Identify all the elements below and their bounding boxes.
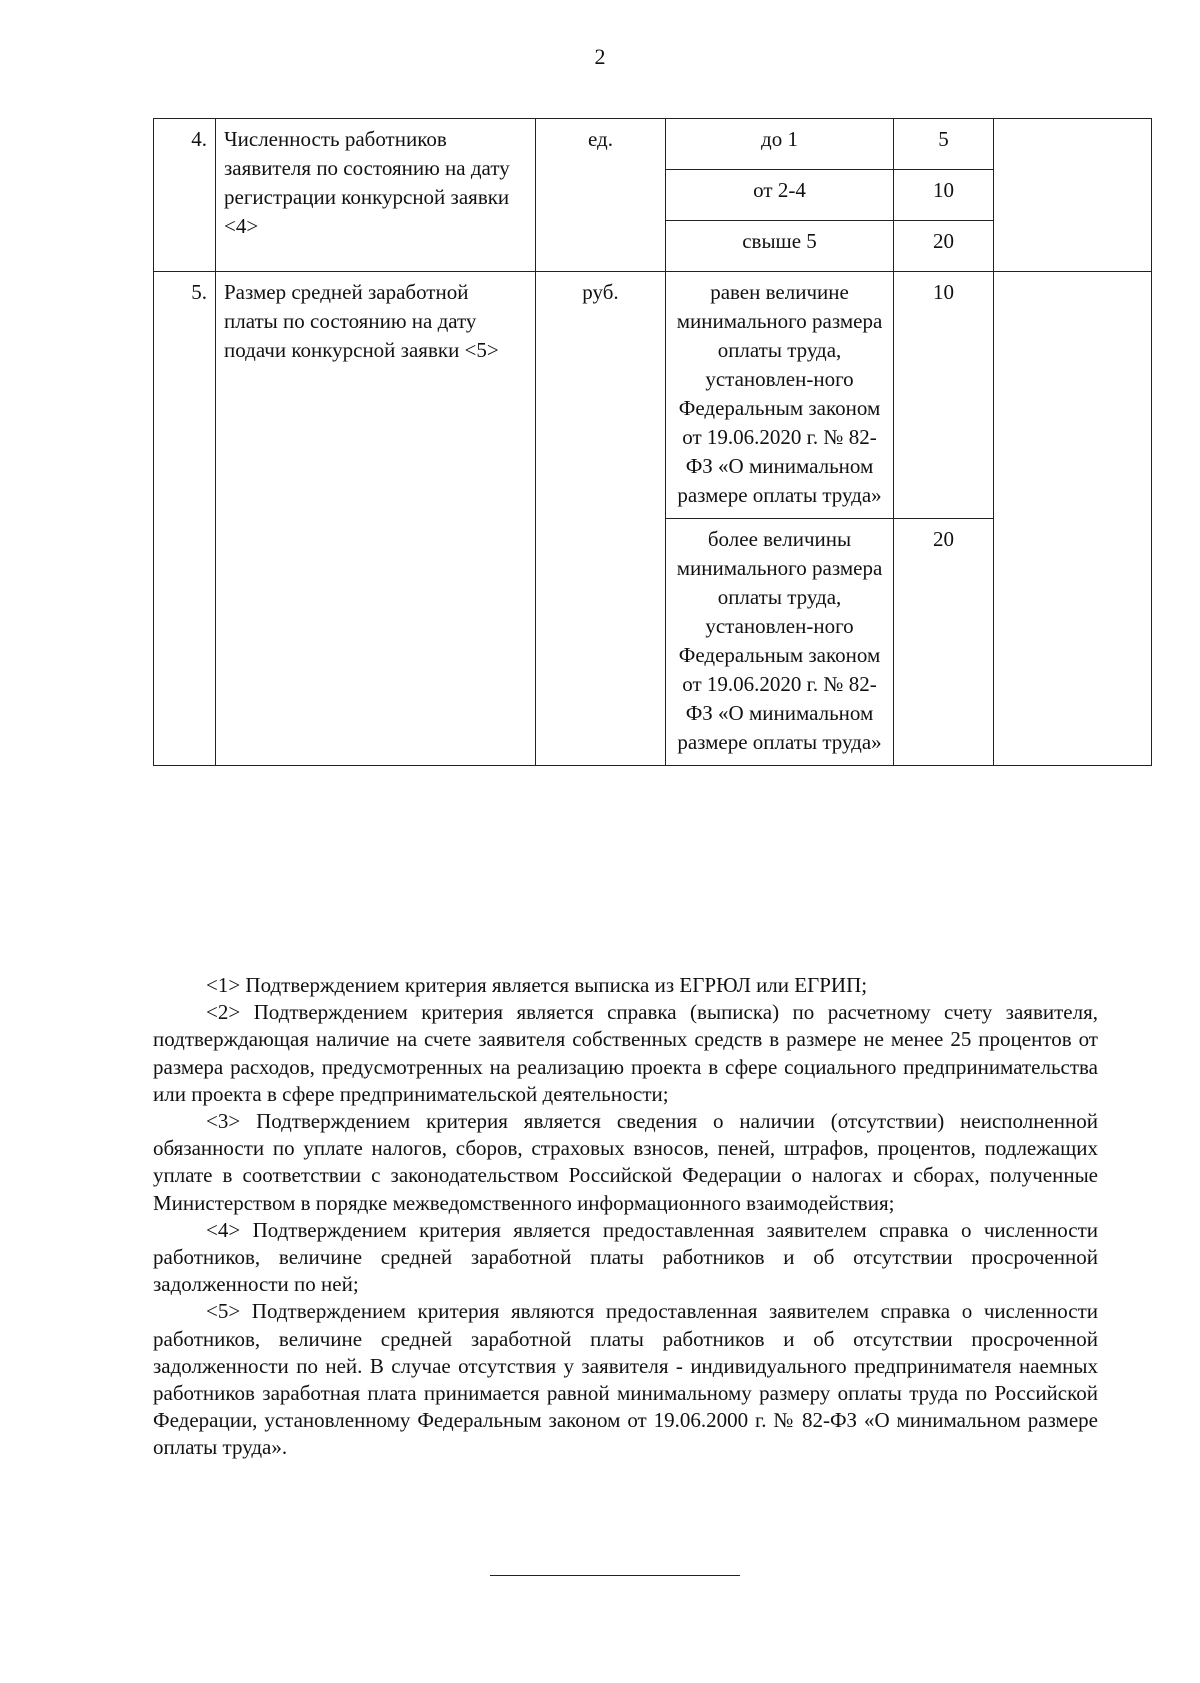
unit-cell: ед.: [536, 119, 666, 272]
table-row: [154, 119, 1152, 170]
criterion-text: Размер средней заработной платы по состоянию на дату подачи конкурсной заявки <5>: [216, 272, 536, 766]
footnote-4: <4> Подтверждением критерия является предоставленная заявителем справка о численности работников, величине средней заработной платы работников и об отсутствии просроченной задолженности по ней;: [153, 1217, 1098, 1297]
option-points: 20: [894, 221, 994, 272]
option-points: 5: [894, 119, 994, 170]
option-value: от 2-4: [666, 170, 894, 221]
footnote-5: <5> Подтверждением критерия являются предоставленная заявителем справка о численности работников, величине средней заработной платы работников и об отсутствии просроченной задолженности по ней. В случае отсутствия у заявителя - индивидуального предпринимателя наемных работников заработная плата принимается равной минимальному размеру оплаты труда по Российской Федерации, установленному Федеральным законом от 19.06.2000 г. № 82-ФЗ «О минимальном размере оплаты труда».: [153, 1299, 1098, 1460]
footnote-1: <1> Подтверждением критерия является выписка из ЕГРЮЛ или ЕГРИП;: [206, 973, 868, 997]
row-number: 4.: [154, 119, 216, 272]
end-divider: [490, 1575, 740, 1576]
empty-cell: [994, 119, 1152, 272]
option-value: до 1: [666, 119, 894, 170]
unit-cell: руб.: [536, 272, 666, 766]
option-points: 10: [894, 272, 994, 519]
row-number: 5.: [154, 272, 216, 766]
table-row: [154, 272, 1152, 519]
option-value: равен величине минимального размера оплаты труда, установлен-ного Федеральным законом от 19.06.2020 г. № 82-ФЗ «О минимальном размере оплаты труда»: [666, 272, 894, 519]
criterion-text: Численность работников заявителя по состоянию на дату регистрации конкурсной заявки <4>: [216, 119, 536, 272]
footnote-2: <2> Подтверждением критерия является справка (выписка) по расчетному счету заявителя, подтверждающая наличие на счете заявителя собственных средств в размере не менее 25 процентов от размера расходов, предусмотренных на реализацию проекта в сфере социального предпринимательства или проекта в сфере предпринимательской деятельности;: [153, 1000, 1098, 1106]
option-value: более величины минимального размера оплаты труда, установлен-ного Федеральным законом от 19.06.2020 г. № 82-ФЗ «О минимальном размере оплаты труда»: [666, 519, 894, 766]
page-number: 2: [594, 44, 606, 69]
empty-cell: [994, 272, 1152, 766]
criteria-table: [153, 118, 1152, 766]
option-points: 20: [894, 519, 994, 766]
footnotes: [153, 972, 1098, 1462]
option-points: 10: [894, 170, 994, 221]
footnote-3: <3> Подтверждением критерия является сведения о наличии (отсутствии) неисполненной обязанности по уплате налогов, сборов, страховых взносов, пеней, штрафов, процентов, подлежащих уплате в соответствии с законодательством Российской Федерации о налогах и сборах, полученные Министерством в порядке межведомственного информационного взаимодействия;: [153, 1109, 1098, 1215]
option-value: свыше 5: [666, 221, 894, 272]
